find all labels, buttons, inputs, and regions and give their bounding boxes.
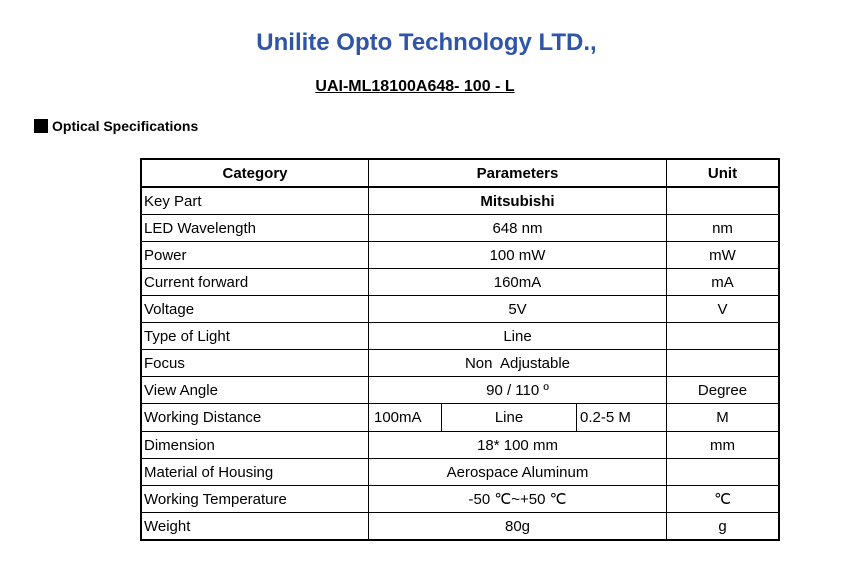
section-title: Optical Specifications bbox=[52, 118, 199, 134]
category-cell: Power bbox=[141, 242, 369, 269]
table-row bbox=[141, 242, 779, 269]
parameter-cell: 648 nm bbox=[369, 215, 667, 242]
table-row bbox=[141, 187, 779, 215]
parameter-cell: Mitsubishi bbox=[369, 187, 667, 215]
header-unit: Unit bbox=[667, 159, 780, 187]
parameter-cell: 100 mW bbox=[369, 242, 667, 269]
table-row bbox=[141, 215, 779, 242]
category-cell: Dimension bbox=[141, 432, 369, 459]
unit-cell: mA bbox=[667, 269, 780, 296]
table-row bbox=[141, 404, 779, 432]
unit-cell bbox=[667, 350, 780, 377]
parameter-cell: Non Adjustable bbox=[369, 350, 667, 377]
parameter-cell: 80g bbox=[369, 513, 667, 541]
unit-cell: g bbox=[667, 513, 780, 541]
table-row bbox=[141, 350, 779, 377]
category-cell: LED Wavelength bbox=[141, 215, 369, 242]
parameter-cell-split bbox=[369, 404, 667, 432]
unit-cell: Degree bbox=[667, 377, 780, 404]
parameter-cell: 5V bbox=[369, 296, 667, 323]
parameter-part: 0.2-5 M bbox=[580, 409, 631, 426]
model-number: UAI-ML18100A648- 100 - L bbox=[315, 78, 515, 95]
category-cell: Weight bbox=[141, 513, 369, 541]
category-cell: Key Part bbox=[141, 187, 369, 215]
category-cell: Current forward bbox=[141, 269, 369, 296]
parameter-cell: 18* 100 mm bbox=[369, 432, 667, 459]
table-row bbox=[141, 269, 779, 296]
table-row bbox=[141, 432, 779, 459]
section-heading bbox=[34, 118, 198, 134]
table-row bbox=[141, 296, 779, 323]
parameter-part: 100mA bbox=[374, 409, 422, 426]
category-cell: Focus bbox=[141, 350, 369, 377]
table-row bbox=[141, 323, 779, 350]
company-name: Unilite Opto Technology LTD., bbox=[256, 29, 597, 56]
unit-cell: V bbox=[667, 296, 780, 323]
table-header-row bbox=[141, 159, 779, 187]
unit-cell bbox=[667, 459, 780, 486]
unit-cell: mm bbox=[667, 432, 780, 459]
category-cell: Working Distance bbox=[141, 404, 369, 432]
header-parameters: Parameters bbox=[369, 159, 667, 187]
header-category: Category bbox=[141, 159, 369, 187]
working-distance-subtable bbox=[371, 404, 664, 431]
parameter-part: Line bbox=[442, 404, 577, 431]
table-row bbox=[141, 459, 779, 486]
table-row bbox=[141, 377, 779, 404]
parameter-cell: 90 / 110 º bbox=[369, 377, 667, 404]
unit-cell bbox=[667, 187, 780, 215]
parameter-cell: 160mA bbox=[369, 269, 667, 296]
category-cell: View Angle bbox=[141, 377, 369, 404]
category-cell: Voltage bbox=[141, 296, 369, 323]
unit-cell: M bbox=[667, 404, 780, 432]
black-square-icon bbox=[34, 119, 48, 133]
category-cell: Material of Housing bbox=[141, 459, 369, 486]
unit-cell bbox=[667, 323, 780, 350]
table-row bbox=[141, 513, 779, 541]
parameter-cell: Line bbox=[369, 323, 667, 350]
category-cell: Working Temperature bbox=[141, 486, 369, 513]
parameter-cell: Aerospace Aluminum bbox=[369, 459, 667, 486]
optical-specifications-table bbox=[140, 158, 780, 541]
table-row bbox=[141, 486, 779, 513]
unit-cell: ℃ bbox=[667, 486, 780, 513]
category-cell: Type of Light bbox=[141, 323, 369, 350]
parameter-cell: -50 ℃~+50 ℃ bbox=[369, 486, 667, 513]
unit-cell: mW bbox=[667, 242, 780, 269]
unit-cell: nm bbox=[667, 215, 780, 242]
